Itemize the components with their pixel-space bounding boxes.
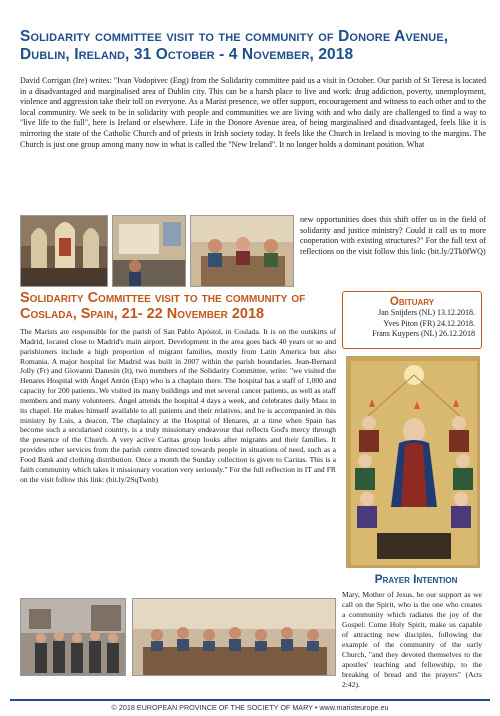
pentecost-icon-image (346, 356, 480, 568)
community-meal-photo (132, 598, 336, 676)
obituary-entry: Yves Piton (FR) 24.12.2018. (383, 318, 475, 328)
article1-body: David Corrigan (Ire) writes: "Ivan Vodopivec (Eng) from the Solidarity committee paid us a visit in October. Our parish of St Teresa is located in a disadvantaged and marginalised area of Dublin city. This can be a harsh place to live and work: drug addiction, poverty, unemployment, violence and aggression take their toll on everyone. As a Marist presence, we offer support, encouragement and witness to each other and to the local community. We seek to be in solidarity with people and communities we are living with and who daily are challenged to find a way to "live life to the full", here is Ireland or elsewhere. Life in the Donore Avenue area, of being marginalised and disadvantaged, feels like it is mirroring the state of the Catholic Church and of priests in Irish society today. It feels like the Church in Ireland is moving to the margins. The Church is just one group among many now in what is called the "New Ireland". It no longer holds a dominant position. What (20, 76, 486, 149)
article1-title: Solidarity committee visit to the community of Donore Avenue, Dublin, Ireland, 31 October - 4 November, 2018 (20, 28, 449, 63)
article2-title: Solidarity Committee visit to the community of Coslada, Spain, 21- 22 November 2018 (20, 290, 306, 322)
article2-body: The Marists are responsible for the parish of San Pablo Apóstol, in Coslada. It is on the outskirts of Madrid, located close to Madrid's main airport. Development in the area goes back 40 years or so and parishioners include a high proportion of migrant families, mostly from Latin America but also Romania. A major hospital for Madrid was built in 2007 within the parish boundaries. Jean-Bernard Jolly (Fr) and Giovanni Danesin (It), two members of the Solidarity Committee, write: "we visited the Henares Hospital with Ángel Antón (Esp) who is a chaplain there. The hospital has a staff of 1,000 and capacity for 200 patients. We visited its many buildings and met several cancer patients, as well as staff members and many volunteers. Ángel attends the hospital 4 days a week, and celebrates daily Mass in its chapel. He makes himself available to all patients and their relatives, and he is accompanied in this ministry by Luis, a deacon. The chaplaincy at the Hospital of Henares, at a time when Spain has become such a secularised country, is a truly missionary endeavour that reflects God's mercy through the presence of the Church. A very active Caritas group looks after migrants and their families. It provides other services from the parish centre directed towards people in situations of need, such as a Food Bank and clothing distribution. Once a month the Sunday collection is given to Caritas. This is a faith community which takes it missionary vocation very seriously." For the full reflection in IT and FR on the visit follow this link: (bit.ly/2SqTwnb) (20, 327, 336, 484)
footer-text: © 2018 EUROPEAN PROVINCE OF THE SOCIETY OF MARY • www.maristeurope.eu (111, 703, 389, 712)
prayer-intention-body: Mary, Mother of Jesus, be our support as we call on the Spirit, who is the one who creates a community which radiates the joy of the Gospel: Come Holy Spirit, make us capable of attracting new disciples, following the example of the community of the early Church, "and they devoted themselves to the apostles' teaching and fellowship, to the breaking of bread and the prayers" (Acts 2:42). (342, 590, 482, 689)
church-interior-photo (20, 215, 108, 287)
footer-divider (10, 699, 490, 701)
group-photo-outdoor (20, 598, 126, 676)
obituary-entry: Jan Snijders (NL) 13.12.2018. (378, 308, 475, 317)
meeting-photo (190, 215, 294, 287)
obituary-title: Obituary (389, 296, 435, 308)
obituary-box (342, 291, 482, 349)
obituary-entry: Frans Kuypers (NL) 26.12.2018 (372, 329, 475, 338)
parish-center-photo (112, 215, 186, 287)
article1-body-continued: new opportunities does this shift offer us in the field of solidarity and justice ministry? Could it call us to more cooperation with existing structures?" For the full text of reflections on the visit follow this link: (bit.ly/2Tk0fWQ) (300, 215, 486, 256)
prayer-intention-title: Prayer Intention (374, 572, 458, 586)
